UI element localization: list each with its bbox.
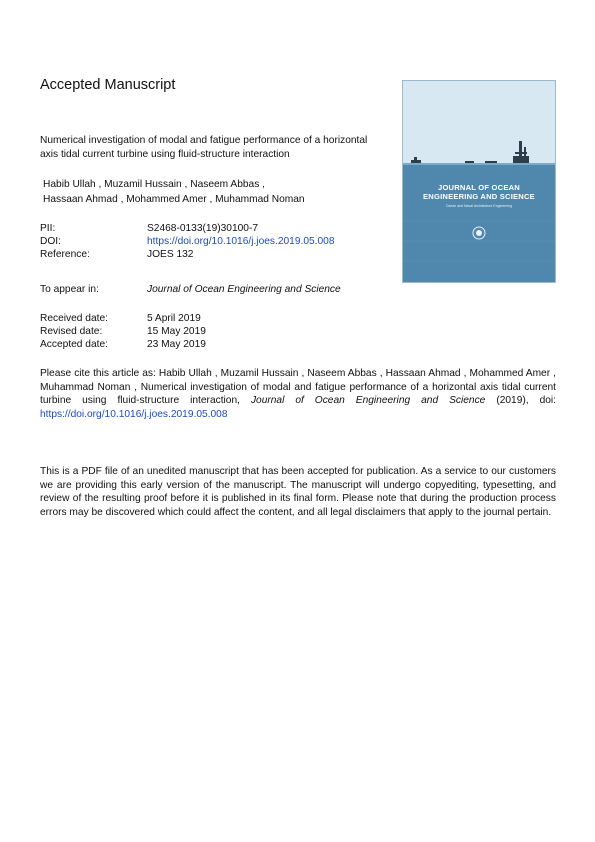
received-value: 5 April 2019 (147, 313, 201, 324)
pii-value: S2468-0133(19)30100-7 (147, 223, 259, 234)
accepted-row (40, 339, 206, 350)
disclaimer-paragraph: This is a PDF file of an unedited manuscript that has been accepted for publication. As a service to our customers we are providing this early version of the manuscript. The manuscript will undergo copyediting, typesetting, and review of the resulting proof before it is published in its final form. Please note that during the production process errors may be discovered which could affect the content, and all legal disclaimers that apply to the journal pertain. (40, 466, 556, 518)
cover-subtitle: Ocean and Naval Architecture Engineering (445, 204, 513, 208)
page-heading: Accepted Manuscript (40, 77, 176, 93)
citation-prefix: Please cite this article as: Habib Ullah , Muzamil Hussain , Naseem Abbas , Hassaan Ahmad , Mohammed Amer , Muhammad Noman , Numerical investigation of modal and fatigue performance of a horizontal axis tidal current turbine using fluid-structure interaction, (40, 368, 556, 407)
doi-link[interactable]: https://doi.org/10.1016/j.joes.2019.05.008 (147, 236, 335, 247)
cover-title-line-2: ENGINEERING AND SCIENCE (423, 191, 535, 201)
appear-journal: Journal of Ocean Engineering and Science (147, 284, 341, 295)
doi-label: DOI: (40, 236, 61, 247)
pii-row (40, 223, 258, 234)
pii-label: PII: (40, 223, 56, 234)
reference-row (40, 249, 193, 260)
citation-suffix: (2019), doi: (485, 395, 556, 407)
author-line-1: Habib Ullah , Muzamil Hussain , Naseem Abbas , (43, 179, 265, 190)
ocean-scene-graphic (403, 81, 555, 282)
doi-row (40, 236, 334, 247)
received-label: Received date: (40, 313, 108, 324)
citation-journal: Journal of Ocean Engineering and Science (250, 395, 486, 407)
reference-value: JOES 132 (147, 249, 194, 260)
cover-title-line-1: JOURNAL OF OCEAN (438, 183, 520, 192)
author-line-2: Hassaan Ahmad , Mohammed Amer , Muhammad Noman (43, 193, 305, 205)
citation-paragraph (40, 367, 556, 421)
reference-label: Reference: (40, 249, 90, 260)
article-title: Numerical investigation of modal and fatigue performance of a horizontal axis tidal current turbine using fluid-structure interaction (40, 135, 368, 160)
appear-row (40, 284, 341, 295)
author-list (43, 178, 373, 207)
revised-row (40, 326, 206, 337)
received-row (40, 313, 201, 324)
cover-journal-title (403, 184, 555, 201)
citation-doi-link[interactable]: https://doi.org/10.1016/j.joes.2019.05.008 (40, 408, 228, 420)
appear-label: To appear in: (40, 284, 99, 295)
accepted-value: 23 May 2019 (147, 339, 206, 350)
revised-value: 15 May 2019 (147, 326, 206, 337)
journal-cover-image (402, 80, 556, 283)
accepted-label: Accepted date: (40, 339, 108, 350)
revised-label: Revised date: (40, 326, 103, 337)
